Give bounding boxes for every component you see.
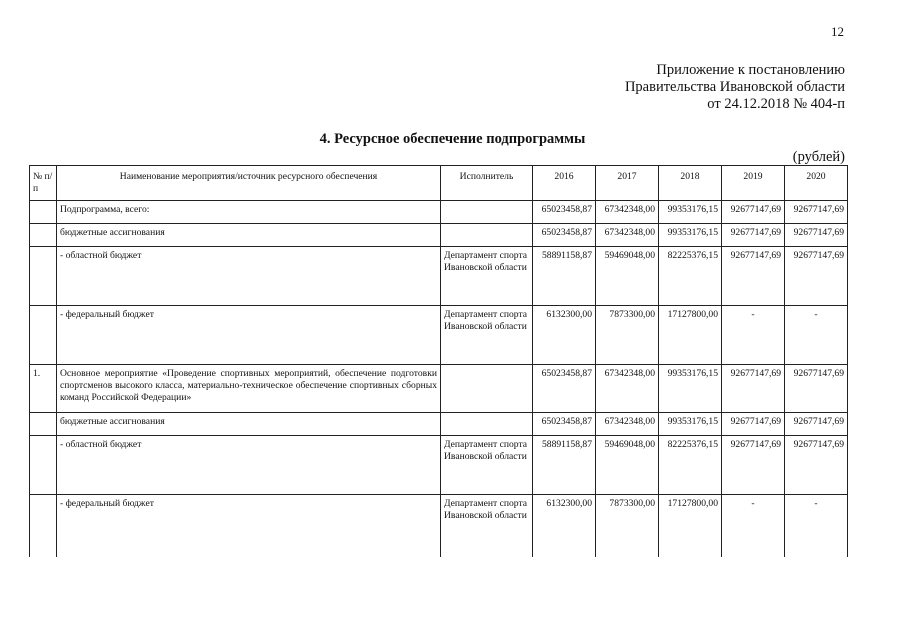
cell-2020: 92677147,69 [785, 365, 848, 413]
appendix-line: от 24.12.2018 № 404-п [707, 96, 845, 112]
cell-2018: 99353176,15 [659, 224, 722, 247]
header-name: Наименование мероприятия/источник ресурсного обеспечения [57, 166, 441, 201]
section-title: 4. Ресурсное обеспечение подпрограммы [319, 131, 586, 147]
appendix-line: Приложение к постановлению [656, 62, 845, 78]
cell-2017: 59469048,00 [596, 247, 659, 306]
cell-executor: Департамент спорта Ивановской области [441, 247, 533, 306]
cell-no [30, 495, 57, 557]
table-row [30, 224, 848, 247]
header-executor: Исполнитель [441, 166, 533, 201]
cell-2017: 67342348,00 [596, 201, 659, 224]
cell-2020: - [785, 306, 848, 365]
cell-2017: 59469048,00 [596, 436, 659, 495]
header-2019: 2019 [722, 166, 785, 201]
cell-no [30, 201, 57, 224]
cell-no [30, 413, 57, 436]
table-row [30, 365, 848, 413]
cell-2017: 7873300,00 [596, 306, 659, 365]
table-row [30, 201, 848, 224]
cell-executor: Департамент спорта Ивановской области [441, 306, 533, 365]
cell-executor [441, 365, 533, 413]
table-header-row [30, 166, 848, 201]
cell-2016: 58891158,87 [533, 247, 596, 306]
appendix-line: Правительства Ивановской области [624, 79, 845, 95]
cell-2019: 92677147,69 [722, 247, 785, 306]
cell-name: - областной бюджет [57, 436, 441, 495]
cell-2016: 58891158,87 [533, 436, 596, 495]
resource-table [29, 165, 848, 557]
cell-2018: 82225376,15 [659, 247, 722, 306]
header-2017: 2017 [596, 166, 659, 201]
cell-2020: 92677147,69 [785, 413, 848, 436]
header-2020: 2020 [785, 166, 848, 201]
table-row [30, 495, 848, 557]
table-row [30, 306, 848, 365]
table-row [30, 247, 848, 306]
cell-name: Подпрограмма, всего: [57, 201, 441, 224]
cell-2018: 99353176,15 [659, 365, 722, 413]
cell-2020: 92677147,69 [785, 224, 848, 247]
cell-2019: - [722, 495, 785, 557]
cell-no [30, 306, 57, 365]
cell-2019: 92677147,69 [722, 413, 785, 436]
cell-no [30, 436, 57, 495]
cell-2020: 92677147,69 [785, 201, 848, 224]
header-2016: 2016 [533, 166, 596, 201]
cell-name: - федеральный бюджет [57, 495, 441, 557]
cell-2018: 99353176,15 [659, 201, 722, 224]
units-label: (рублей) [792, 149, 845, 165]
cell-name: бюджетные ассигнования [57, 413, 441, 436]
cell-executor: Департамент спорта Ивановской области [441, 436, 533, 495]
appendix-header [625, 62, 845, 113]
cell-executor: Департамент спорта Ивановской области [441, 495, 533, 557]
cell-2016: 65023458,87 [533, 201, 596, 224]
cell-2017: 67342348,00 [596, 224, 659, 247]
cell-name: - федеральный бюджет [57, 306, 441, 365]
cell-2017: 67342348,00 [596, 365, 659, 413]
cell-2019: 92677147,69 [722, 436, 785, 495]
cell-2017: 7873300,00 [596, 495, 659, 557]
cell-name: - областной бюджет [57, 247, 441, 306]
cell-2016: 65023458,87 [533, 365, 596, 413]
cell-2018: 17127800,00 [659, 495, 722, 557]
cell-no [30, 247, 57, 306]
cell-no: 1. [30, 365, 57, 413]
cell-2017: 67342348,00 [596, 413, 659, 436]
table-row [30, 413, 848, 436]
cell-2020: - [785, 495, 848, 557]
cell-name: бюджетные ассигнования [57, 224, 441, 247]
cell-2018: 99353176,15 [659, 413, 722, 436]
page-number: 12 [831, 24, 844, 39]
cell-2020: 92677147,69 [785, 247, 848, 306]
cell-2018: 17127800,00 [659, 306, 722, 365]
cell-2019: 92677147,69 [722, 201, 785, 224]
header-no: № п/п [30, 166, 57, 201]
cell-2019: 92677147,69 [722, 365, 785, 413]
cell-2019: 92677147,69 [722, 224, 785, 247]
cell-executor [441, 224, 533, 247]
cell-2018: 82225376,15 [659, 436, 722, 495]
cell-name: Основное мероприятие «Проведение спортивных мероприятий, обеспечение подготовки спортсменов высокого класса, материально-техническое обеспечение спортивных сборных команд Российской Федерации» [57, 365, 441, 413]
cell-2016: 6132300,00 [533, 306, 596, 365]
table-row [30, 436, 848, 495]
cell-2016: 65023458,87 [533, 224, 596, 247]
cell-executor [441, 201, 533, 224]
cell-2016: 65023458,87 [533, 413, 596, 436]
header-2018: 2018 [659, 166, 722, 201]
cell-no [30, 224, 57, 247]
cell-2016: 6132300,00 [533, 495, 596, 557]
cell-2020: 92677147,69 [785, 436, 848, 495]
cell-executor [441, 413, 533, 436]
cell-2019: - [722, 306, 785, 365]
